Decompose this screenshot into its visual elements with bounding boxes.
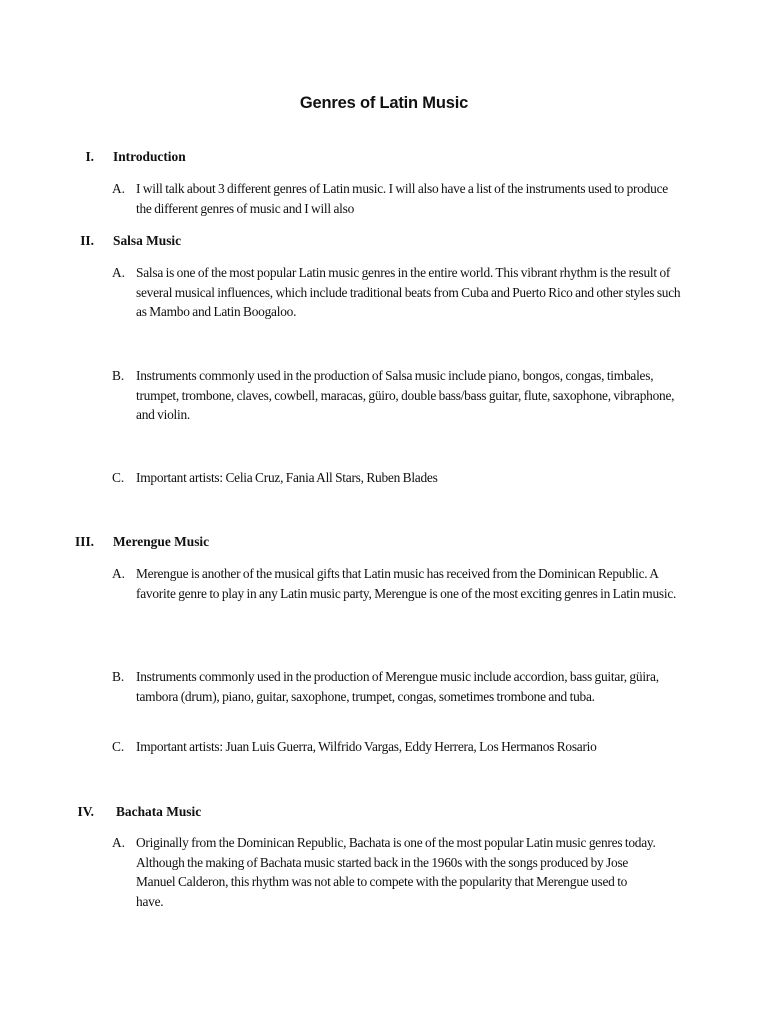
item-text: Instruments commonly used in the production of Salsa music include piano, bongos, congas, timbales, trumpet, trombone, claves, cowbell, maracas, güiro, double bass/bass guitar, flute, saxophone, vibraphone, and violin. [136,368,675,423]
section-numeral: III. [75,534,94,549]
item-letter: B. [112,669,125,684]
item-text: Important artists: Juan Luis Guerra, Wilfrido Vargas, Eddy Herrera, Los Hermanos Rosario [136,739,597,754]
item-text: Originally from the Dominican Republic, Bachata is one of the most popular Latin music genres today. Although the making of Bachata music started back in the 1960s with the songs produced by Jose Manuel Calderon, this rhythm was not able to compete with the popularity that Merengue used to have. [136,835,656,909]
section-numeral: IV. [77,804,94,819]
item-letter: A. [112,566,126,581]
item-letter: A. [112,265,126,280]
item-text: I will talk about 3 different genres of Latin music. I will also have a list of the instruments used to produce the different genres of music and I will also [136,181,668,216]
item-letter: C. [112,470,125,485]
section-title: Introduction [113,149,186,164]
item-text: Merengue is another of the musical gifts that Latin music has received from the Dominican Republic. A favorite genre to play in any Latin music party, Merengue is one of the most exciting genres in Latin music. [136,566,677,601]
item-text: Instruments commonly used in the production of Merengue music include accordion, bass guitar, güira, tambora (drum), piano, guitar, saxophone, trumpet, congas, sometimes trombone and tuba. [136,669,659,704]
item-letter: A. [112,181,126,196]
section-title: Bachata Music [116,804,202,819]
item-letter: C. [112,739,125,754]
item-letter: A. [112,835,126,850]
section-title: Merengue Music [113,534,210,549]
page-title: Genres of Latin Music [299,94,469,112]
item-text: Salsa is one of the most popular Latin music genres in the entire world. This vibrant rhythm is the result of several musical influences, which include traditional beats from Cuba and Puerto Rico and other styles such as Mambo and Latin Boogaloo. [136,265,681,320]
section-numeral: I. [85,149,94,164]
section-numeral: II. [80,233,94,248]
item-letter: B. [112,368,125,383]
item-text: Important artists: Celia Cruz, Fania All Stars, Ruben Blades [136,470,438,485]
section-title: Salsa Music [113,233,182,248]
